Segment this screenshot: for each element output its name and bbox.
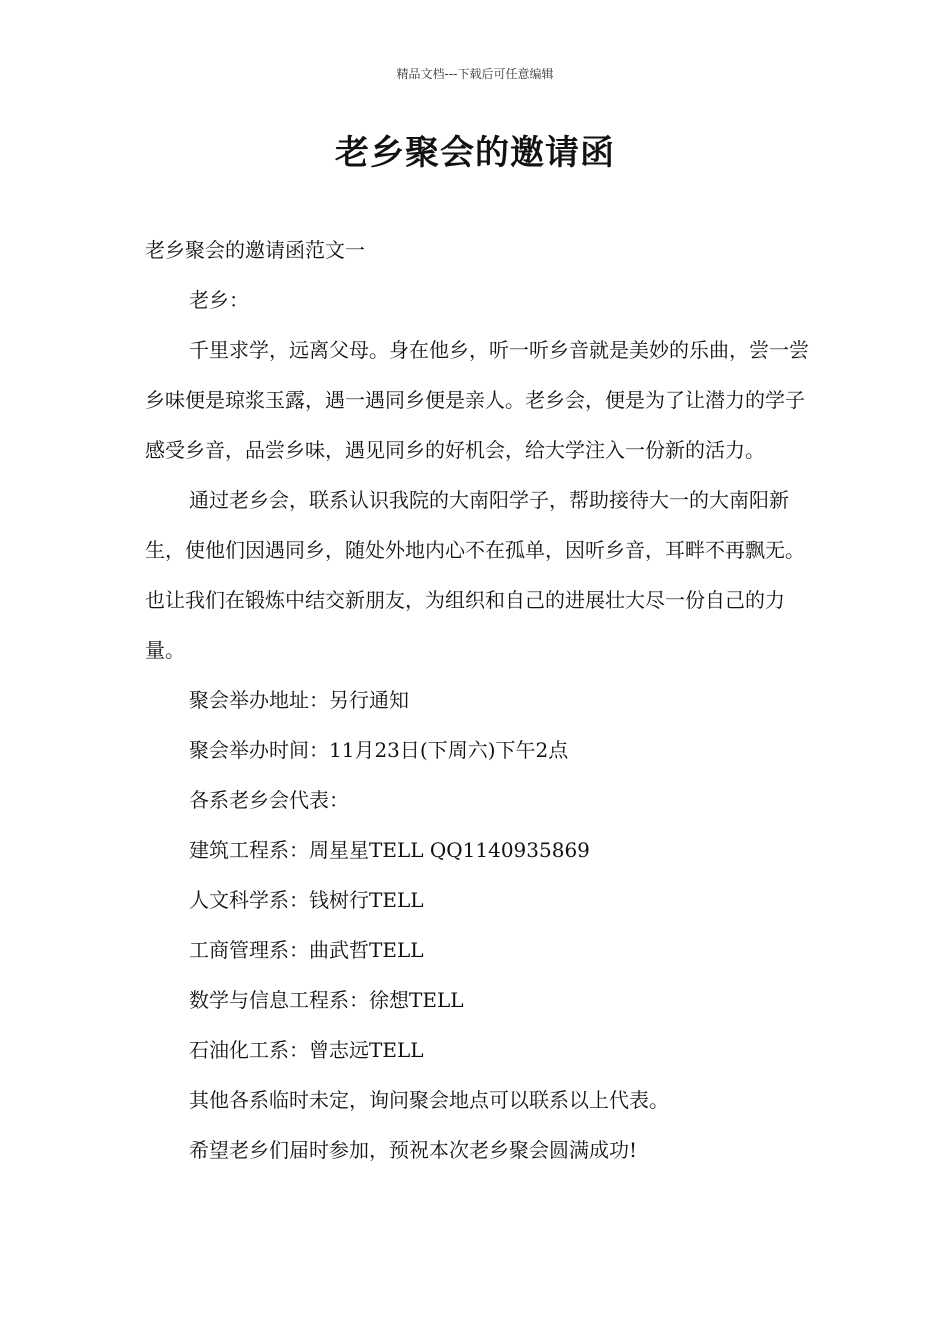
body-paragraph: 千里求学，远离父母。身在他乡，听一听乡音就是美妙的乐曲，尝一尝乡味便是琼浆玉露，遇一遇同乡便是亲人。老乡会，便是为了让潜力的学子感受乡音，品尝乡味，遇见同乡的好机会，给大学注入一份新的活力。 xyxy=(145,338,809,462)
representatives-heading: 各系老乡会代表： xyxy=(189,788,349,812)
document-subtitle: 老乡聚会的邀请函范文一 xyxy=(145,238,365,262)
representative-item: 石油化工系：曾志远TELL xyxy=(189,1038,424,1062)
header-note: 精品文档---下载后可任意编辑 xyxy=(396,67,554,81)
body-paragraph: 通过老乡会，联系认识我院的大南阳学子，帮助接待大一的大南阳新生，使他们因遇同乡，随处外地内心不在孤单，因听乡音，耳畔不再飘无。也让我们在锻炼中结交新朋友，为组织和自己的进展壮大尽一份自己的力量。 xyxy=(145,488,805,662)
closing-line: 其他各系临时未定，询问聚会地点可以联系以上代表。 xyxy=(189,1088,669,1112)
representative-item: 数学与信息工程系：徐想TELL xyxy=(189,988,464,1012)
time-line: 聚会举办时间：11月23日(下周六)下午2点 xyxy=(189,738,569,762)
representative-item: 人文科学系：钱树行TELL xyxy=(189,888,424,912)
document-body xyxy=(145,225,813,1175)
salutation: 老乡： xyxy=(189,288,249,312)
document-title: 老乡聚会的邀请函 xyxy=(335,133,615,173)
representative-item: 建筑工程系：周星星TELL QQ1140935869 xyxy=(189,838,590,862)
representative-item: 工商管理系：曲武哲TELL xyxy=(189,938,424,962)
venue-line: 聚会举办地址：另行通知 xyxy=(189,688,409,712)
closing-line: 希望老乡们届时参加，预祝本次老乡聚会圆满成功! xyxy=(189,1138,638,1162)
